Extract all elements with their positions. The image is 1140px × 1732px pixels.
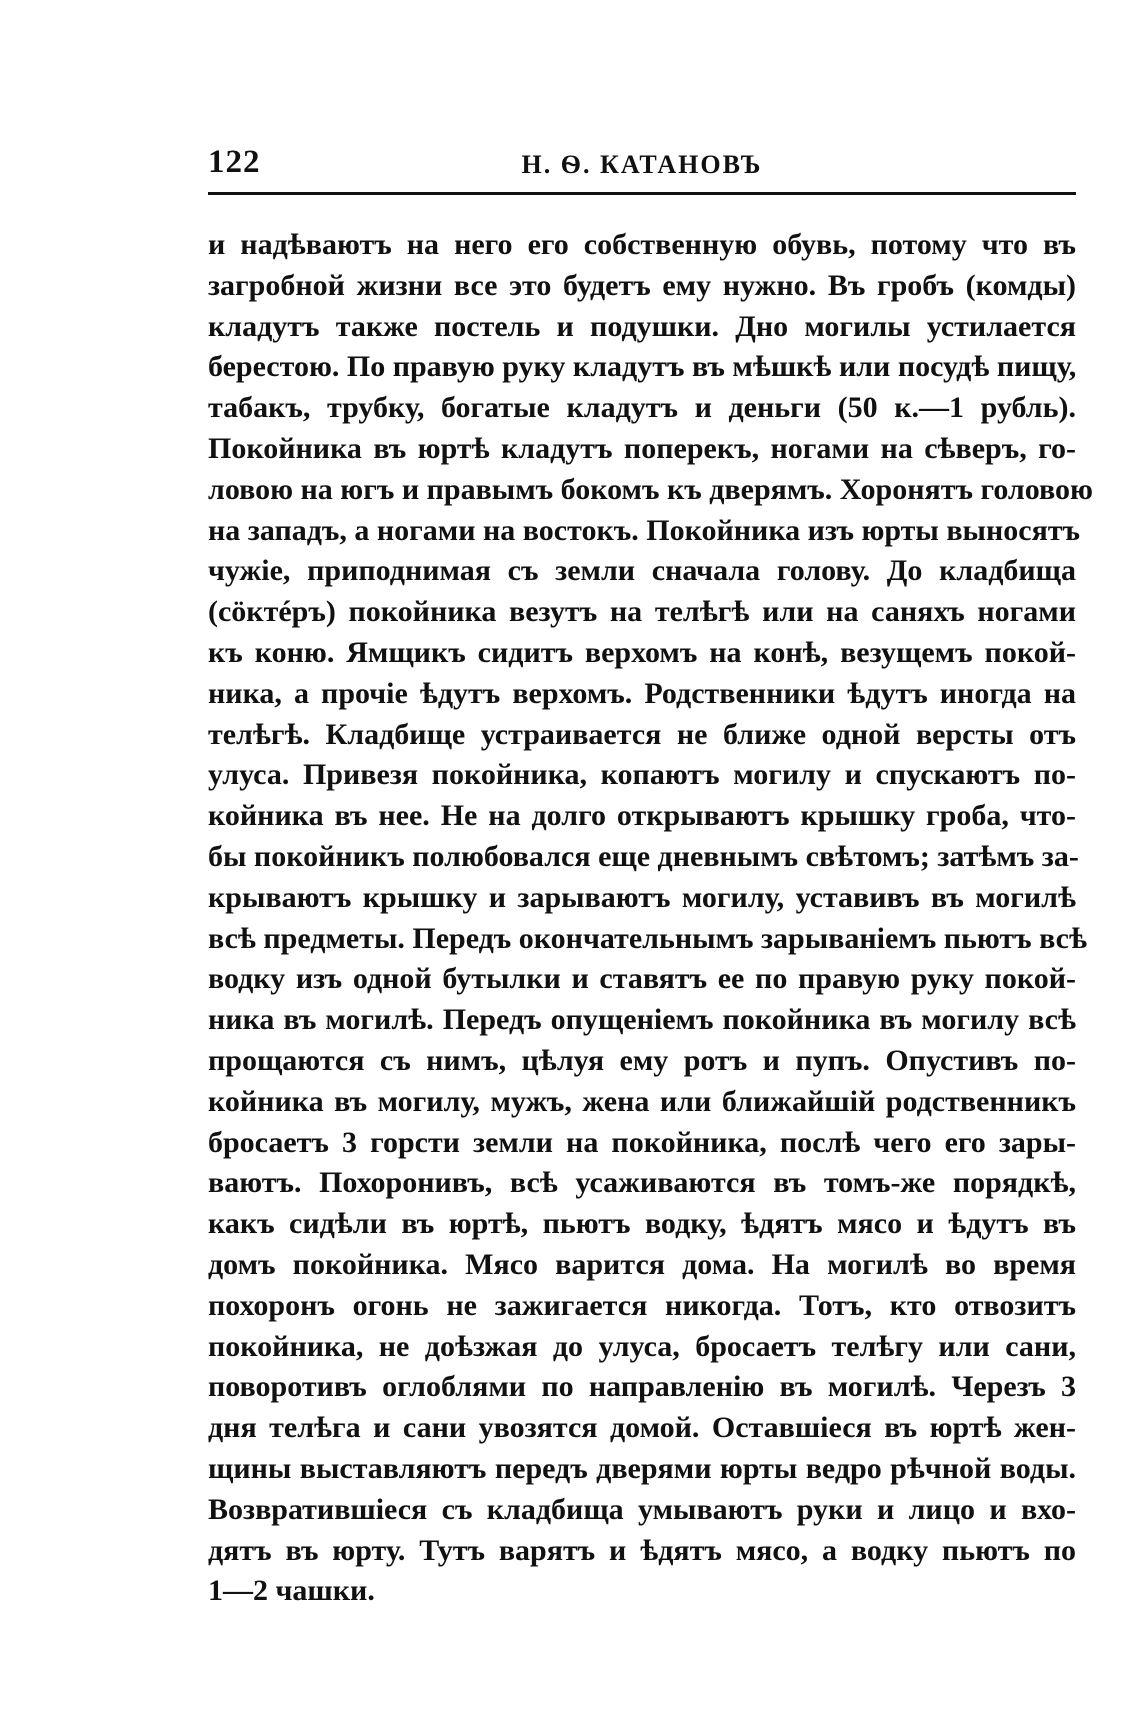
text-line: ника, а прочіе ѣдутъ верхомъ. Родственники ѣдутъ иногда на <box>208 676 1076 710</box>
text-line: Возвратившіеся съ кладбища умываютъ руки и лицо и вхо- <box>208 1492 1076 1526</box>
text-line: (сöктéръ) покойника везутъ на телѣгѣ или на саняхъ ногами <box>208 595 1076 629</box>
body-paragraph <box>208 225 1093 1612</box>
text-line: дня телѣга и сани увозятся домой. Оставшіеся въ юртѣ жен- <box>208 1411 1076 1445</box>
text-line: на западъ, а ногами на востокъ. Покойника изъ юрты выносятъ <box>208 513 1081 547</box>
text-line: всѣ предметы. Передъ окончательнымъ зарываніемъ пьютъ всѣ <box>208 921 1087 955</box>
text-line: крываютъ крышку и зарываютъ могилу, уставивъ въ могилѣ <box>208 880 1076 914</box>
text-line: Покойника въ юртѣ кладутъ поперекъ, ногами на сѣверъ, го- <box>208 431 1076 465</box>
text-line: берестою. По правую руку кладутъ въ мѣшкѣ или посудѣ пищу, <box>208 350 1077 384</box>
text-line: телѣгѣ. Кладбище устраивается не ближе одной версты отъ <box>208 717 1076 751</box>
header-rule <box>208 192 1076 195</box>
text-line: табакъ, трубку, богатые кладутъ и деньги (50 к.—1 рубль). <box>208 391 1076 425</box>
text-line: чужіе, приподнимая съ земли сначала голову. До кладбища <box>208 554 1076 588</box>
text-line: поворотивъ оглоблями по направленію въ могилѣ. Черезъ 3 <box>208 1370 1076 1404</box>
text-line: бы покойникъ полюбовался еще дневнымъ свѣтомъ; затѣмъ за- <box>208 839 1079 873</box>
running-head-author: Н. Ѳ. КАТАНОВЪ <box>521 150 763 179</box>
text-line-last: 1—2 чашки. <box>208 1574 375 1608</box>
text-line: и надѣваютъ на него его собственную обувь, потому что въ <box>208 228 1076 261</box>
text-line: водку изъ одной бутылки и ставятъ ее по правую руку покой- <box>208 962 1076 996</box>
text-line: къ коню. Ямщикъ сидитъ верхомъ на конѣ, везущемъ покой- <box>208 635 1076 669</box>
text-line: какъ сидѣли въ юртѣ, пьютъ водку, ѣдятъ мясо и ѣдутъ въ <box>208 1207 1076 1241</box>
text-line: щины выставляютъ передъ дверями юрты ведро рѣчной воды. <box>208 1451 1076 1485</box>
text-line: ника въ могилѣ. Передъ опущеніемъ покойника въ могилу всѣ <box>208 1003 1076 1037</box>
text-line: бросаетъ 3 горсти земли на покойника, послѣ чего его зары- <box>208 1125 1076 1159</box>
text-line: загробной жизни все это будетъ ему нужно. Въ гробъ (комды) <box>208 268 1076 302</box>
text-line: койника въ нее. Не на долго открываютъ крышку гроба, что- <box>208 799 1076 833</box>
text-line: покойника, не доѣзжая до улуса, бросаетъ телѣгу или сани, <box>208 1329 1076 1363</box>
text-line: ловою на югъ и правымъ бокомъ къ дверямъ. Хоронятъ головою <box>208 472 1093 506</box>
text-line: дятъ въ юрту. Тутъ варятъ и ѣдятъ мясо, а водку пьютъ по <box>208 1533 1076 1567</box>
text-line: похоронъ огонь не зажигается никогда. Тотъ, кто отвозитъ <box>208 1288 1076 1322</box>
text-line: кладутъ также постель и подушки. Дно могилы устилается <box>208 309 1076 343</box>
text-line: койника въ могилу, мужъ, жена или ближайшій родственникъ <box>208 1084 1076 1118</box>
running-head <box>208 140 1076 184</box>
text-line: улуса. Привезя покойника, копаютъ могилу и спускаютъ по- <box>208 758 1076 792</box>
text-line: ваютъ. Похоронивъ, всѣ усаживаются въ томъ-же порядкѣ, <box>208 1166 1076 1200</box>
page-number: 122 <box>208 144 261 180</box>
text-line: домъ покойника. Мясо варится дома. На могилѣ во время <box>208 1247 1076 1281</box>
text-line: прощаются съ нимъ, цѣлуя ему ротъ и пупъ. Опустивъ по- <box>208 1043 1076 1077</box>
